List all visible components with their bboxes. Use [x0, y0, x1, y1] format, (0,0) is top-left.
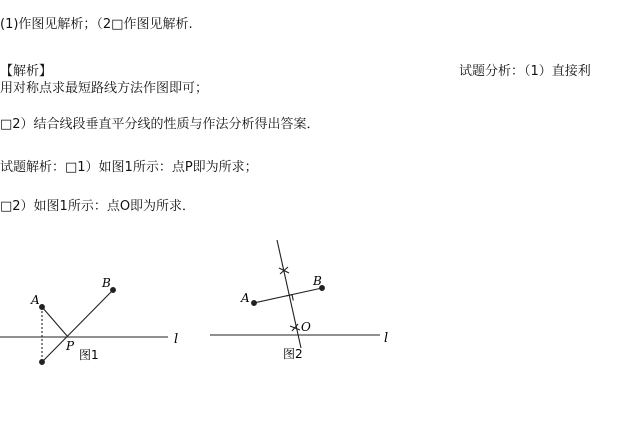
- fig1-caption: 图1: [79, 348, 99, 362]
- fig2-arc-mark-bottom: [290, 324, 300, 331]
- solution-line-2: □2）如图1所示：点O即为所求．: [0, 199, 196, 214]
- fig2-perpendicular-bisector: [277, 240, 301, 348]
- fig1-label-B: B: [102, 276, 111, 290]
- section-label: 【解析】: [0, 64, 53, 79]
- fig1-label-l: l: [174, 332, 179, 347]
- answer-line: (1)作图见解析；（2□作图见解析.: [0, 17, 193, 32]
- fig1-label-A: A: [31, 293, 40, 307]
- fig2-point-A: [252, 301, 257, 306]
- analysis-line-2: □2）结合线段垂直平分线的性质与作法分析得出答案．: [0, 117, 320, 132]
- fig1-segment-AP: [42, 307, 68, 337]
- solution-line-1: 试题解析：□1）如图1所示：点P即为所求；: [0, 160, 258, 175]
- analysis-heading: 试题分析：（1）直接利: [459, 64, 591, 79]
- figure-2: [210, 240, 380, 348]
- fig2-label-B: B: [313, 274, 322, 288]
- fig1-point-B: [111, 288, 116, 293]
- fig1-point-A: [40, 305, 45, 310]
- fig1-segment-A'B: [42, 290, 113, 362]
- fig2-label-O: O: [301, 320, 311, 334]
- fig2-caption: 图2: [283, 347, 303, 361]
- fig2-label-l: l: [384, 331, 389, 346]
- analysis-line-1: 用对称点求最短路线方法作图即可；: [0, 81, 209, 96]
- fig1-label-P: P: [66, 339, 75, 353]
- fig1-point-A-reflect: [40, 360, 45, 365]
- fig2-label-A: A: [241, 291, 250, 305]
